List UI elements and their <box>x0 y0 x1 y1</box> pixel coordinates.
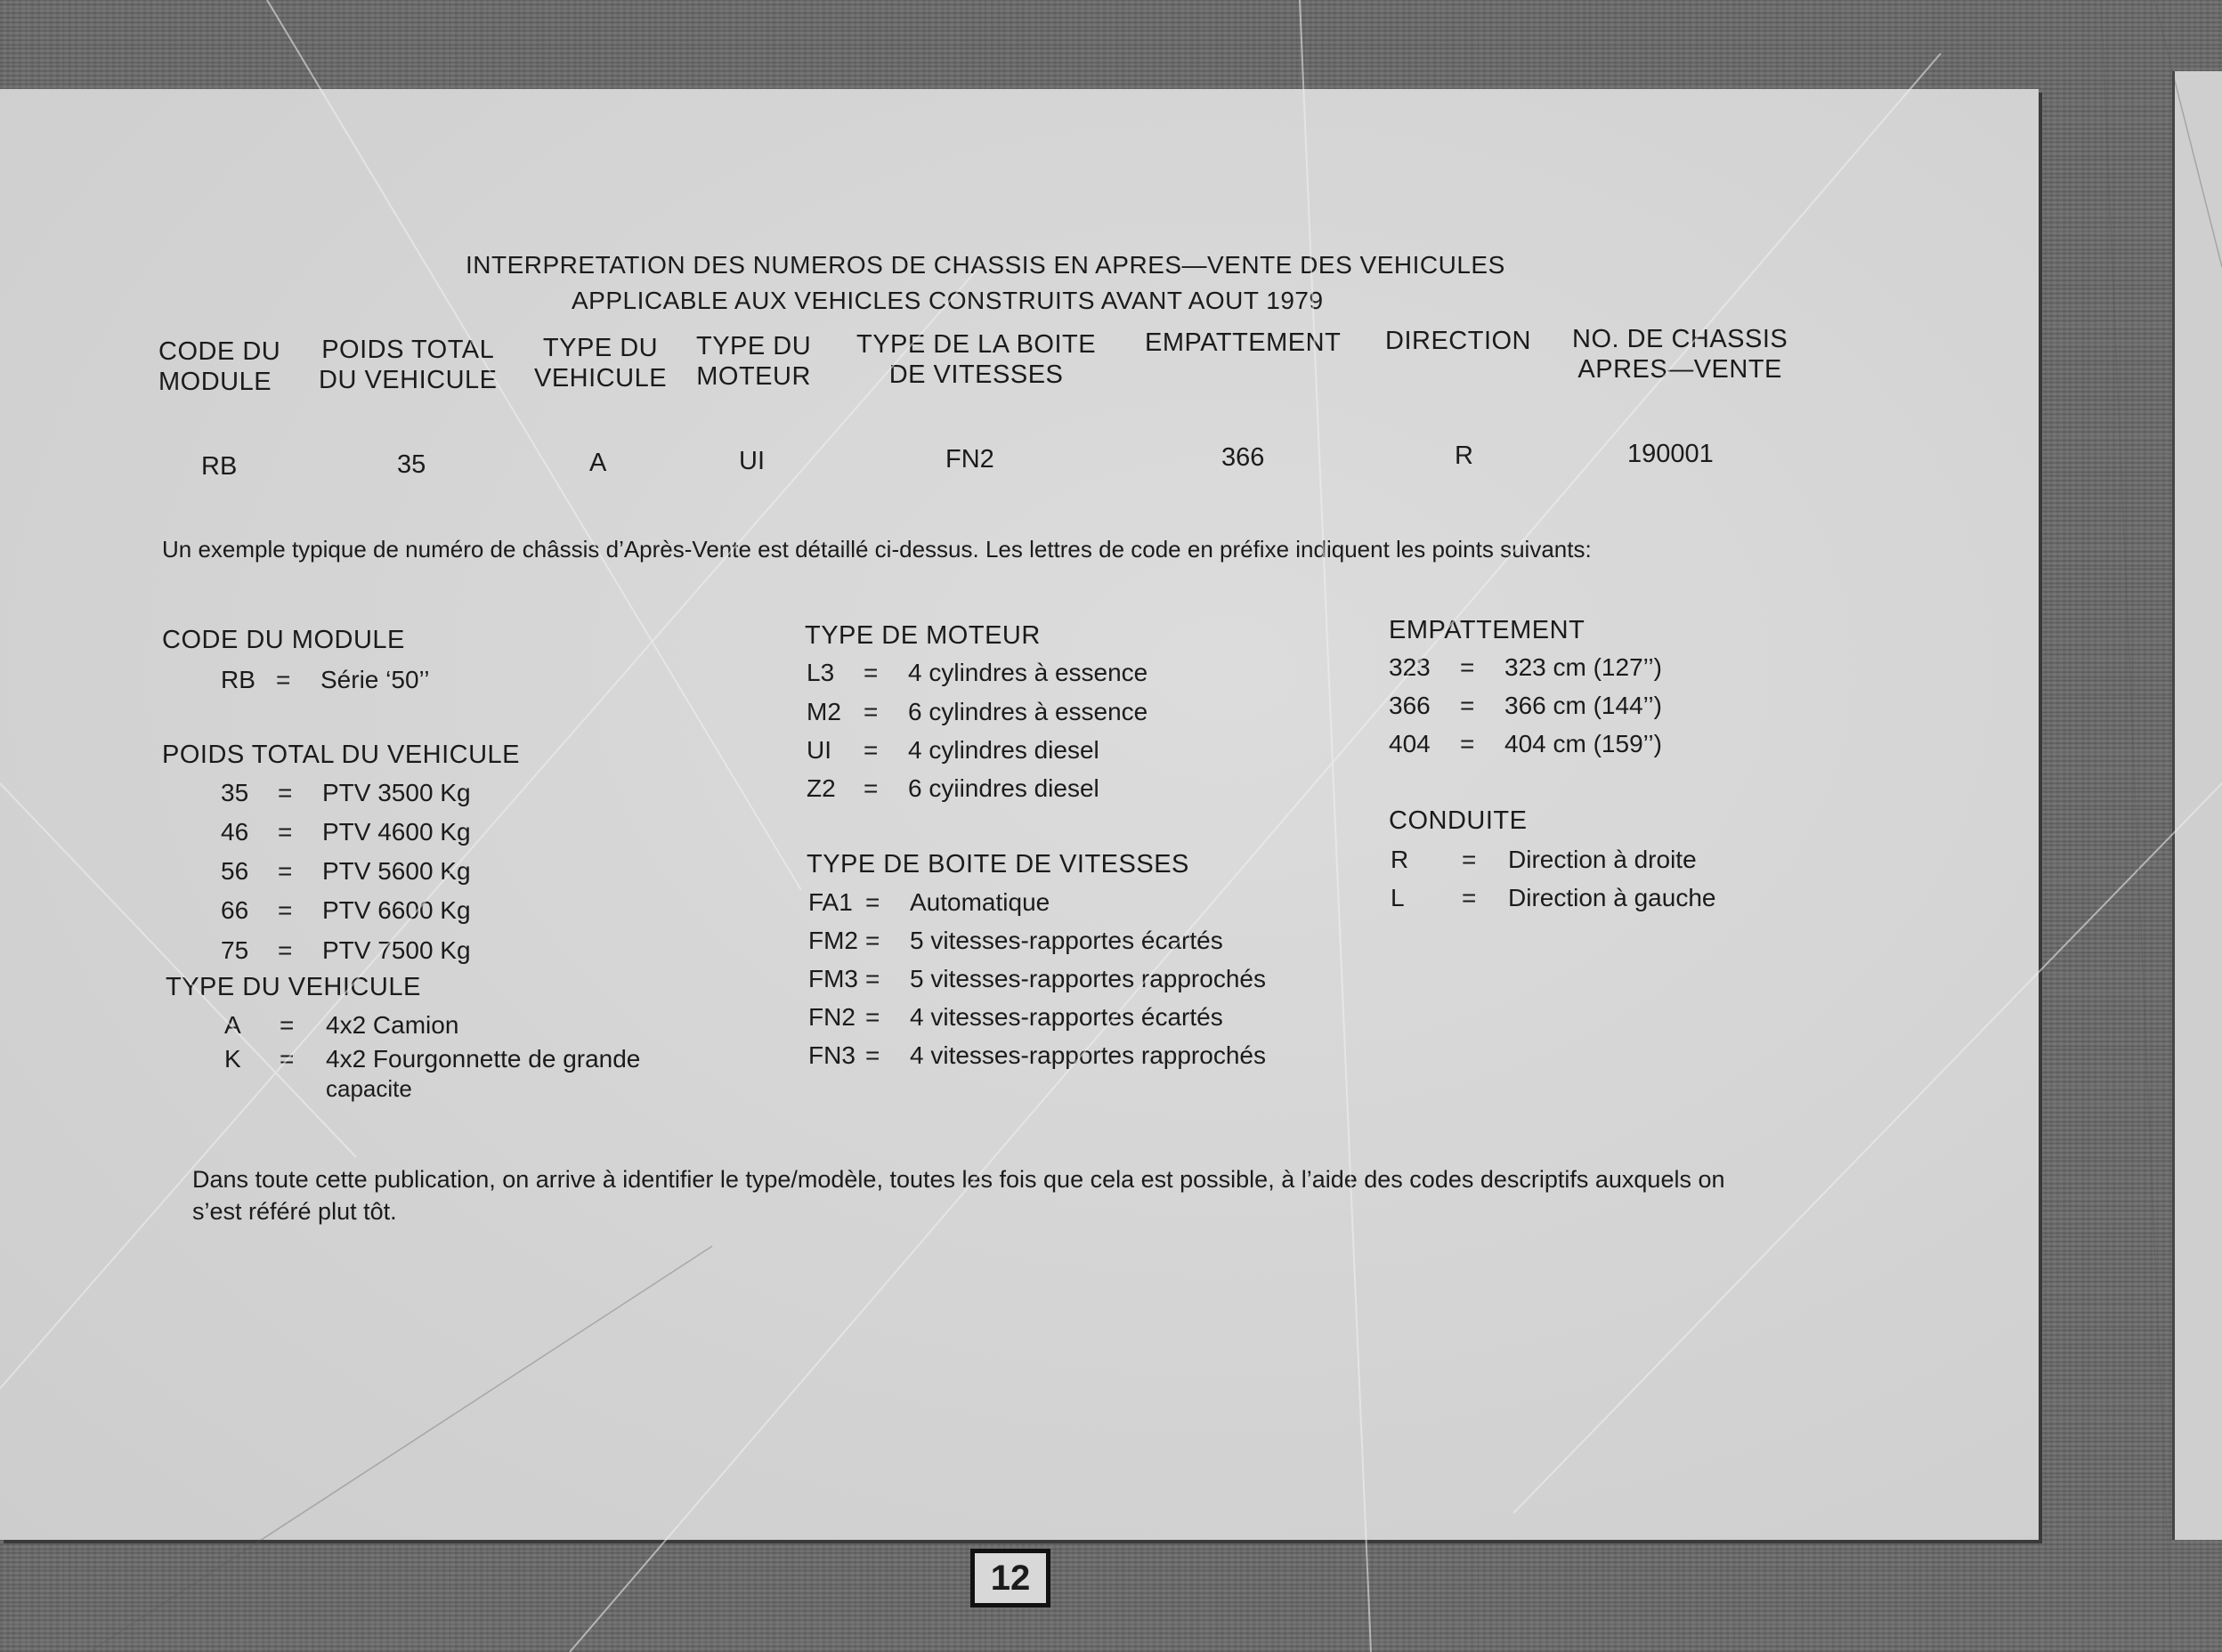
footer-paragraph-line2: s’est référé plut tôt. <box>192 1198 397 1225</box>
footer-paragraph-line1: Dans toute cette publication, on arrive à identifier le type/modèle, toutes les fois que cela est possible, à l’aide des codes descriptifs auxquels on <box>192 1166 1725 1193</box>
col-header-type-moteur: TYPE DU MOTEUR <box>696 332 812 391</box>
example-type-vehicule: A <box>589 449 607 477</box>
col-header-empattement: EMPATTEMENT <box>1145 328 1342 357</box>
col-header-direction: DIRECTION <box>1385 327 1531 355</box>
intro-paragraph: Un exemple typique de numéro de châssis d’Après-Vente est détaillé ci-dessus. Les lettres de code en préfixe indiquent les points suivants: <box>162 536 1592 563</box>
document-title: INTERPRETATION DES NUMEROS DE CHASSIS EN APRES—VENTE DES VEHICULES <box>466 251 1505 279</box>
page-number: 12 <box>970 1549 1050 1607</box>
section-title-empattement: EMPATTEMENT <box>1389 616 1585 644</box>
section-title-boite: TYPE DE BOITE DE VITESSES <box>807 850 1189 879</box>
section-title-code-module: CODE DU MODULE <box>162 626 405 654</box>
example-no-chassis: 190001 <box>1627 440 1714 468</box>
document-page: INTERPRETATION DES NUMEROS DE CHASSIS EN APRES—VENTE DES VEHICULES APPLICABLE AUX VEHICLES CONSTRUITS AVANT AOUT 1979 CODE DU MODULE POIDS TOTAL DU VEHICULE TYPE DU VEHICULE TYPE DU MOTEUR TYPE DE LA BOITE DE VITESSES EMPATTEMENT DIRECTION NO. DE CHASSIS APRES—VENTE RB 35 A UI FN2 366 R 190001 Un exemple typique de numéro de châssis d’Après-Vente est détaillé ci-dessus. Les lettres de code en préfixe indiquent les points suivants: CODE DU MODULE RB = Série ‘50’’ POIDS TOTAL DU VEHICULE 35 = PTV 3500 Kg 46 = PTV 4600 Kg 56 = PTV 5600 Kg 66 = PTV 6600 Kg 75 = PTV 7500 Kg TYPE DU VEHICULE A = 4x2 Camion K = 4x2 Fourgonnette de grande capacite TYPE DE MOTEUR L3 = 4 cylindres à essence M2 = 6 cylindres à essence UI = 4 cylindres diesel Z2 = 6 cyiindres diesel TYPE DE BOITE DE VITESSES FA1 = Automatique FM2 = 5 vitesses-rapportes écartés FM3 = 5 vitesses-rapportes rapprochés FN2 = 4 vitesses-rapportes écartés FN3 = 4 vitesses-rapportes rapprochés EMPATTEMENT 323 = 323 cm (127’’) 366 = 366 cm (144’’) 404 = 404 cm (159’’) CONDUITE R = Direction à droite L = Direction à gauche Dans toute cette publication, on arrive à identifier le type/modèle, toutes les fois que cela est possible, à l’aide des codes descriptifs auxquels on s’est référé plut tôt. 12 <box>0 89 2039 1540</box>
adjacent-page-edge <box>2172 71 2222 1540</box>
section-title-poids: POIDS TOTAL DU VEHICULE <box>162 741 521 769</box>
section-title-type-moteur: TYPE DE MOTEUR <box>805 621 1041 650</box>
example-empattement: 366 <box>1221 443 1265 472</box>
document-subtitle: APPLICABLE AUX VEHICLES CONSTRUITS AVANT AOUT 1979 <box>572 287 1324 314</box>
example-code-module: RB <box>201 452 238 481</box>
example-direction: R <box>1455 441 1473 470</box>
col-header-type-boite: TYPE DE LA BOITE DE VITESSES <box>856 330 1097 389</box>
col-header-no-chassis: NO. DE CHASSIS APRES—VENTE <box>1572 325 1788 384</box>
col-header-code-module: CODE DU MODULE <box>158 337 281 396</box>
section-title-conduite: CONDUITE <box>1389 806 1528 835</box>
example-type-moteur: UI <box>739 447 765 475</box>
list-item-continuation: capacite <box>326 1075 412 1102</box>
example-poids: 35 <box>397 450 426 479</box>
section-title-type-vehicule: TYPE DU VEHICULE <box>166 973 421 1001</box>
col-header-poids-total: POIDS TOTAL DU VEHICULE <box>319 336 498 394</box>
col-header-type-vehicule: TYPE DU VEHICULE <box>534 334 668 393</box>
example-type-boite: FN2 <box>945 445 994 474</box>
